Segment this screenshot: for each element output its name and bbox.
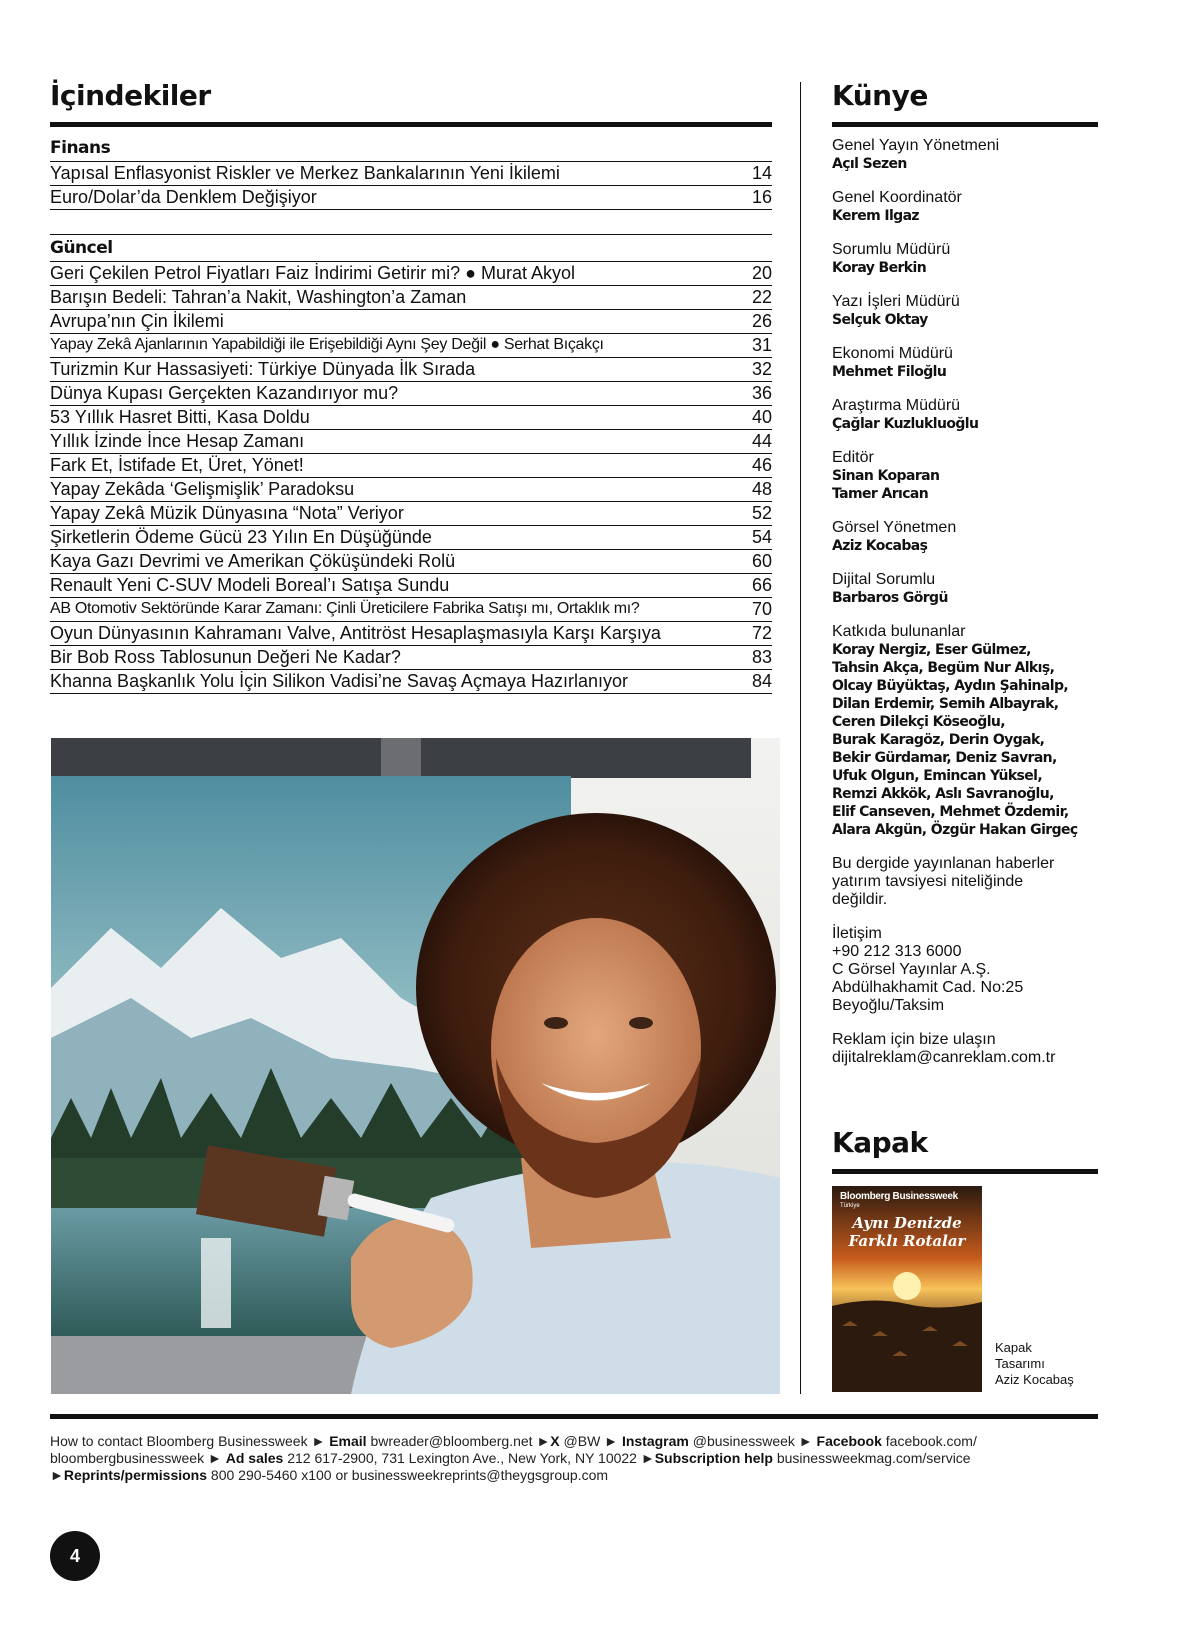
toc-entry-page: 14 <box>751 163 772 183</box>
toc-entry-page: 40 <box>751 407 772 427</box>
masthead-name: Barbaros Görgü <box>832 590 948 606</box>
masthead-name: Koray Berkin <box>832 260 927 276</box>
toc-entry-page: 84 <box>751 671 772 691</box>
toc-entry[interactable] <box>50 333 772 357</box>
toc-entry[interactable] <box>50 597 772 621</box>
section-spacer <box>50 127 772 135</box>
toc-entry-page: 52 <box>751 503 772 523</box>
toc-entry[interactable] <box>50 357 772 381</box>
toc-entry-title: Avrupa’nın Çin İkilemi <box>50 311 224 331</box>
masthead-entry <box>832 623 1098 839</box>
toc-entry-page: 31 <box>751 335 772 355</box>
toc-entry-page: 70 <box>751 599 772 619</box>
masthead-role: Ekonomi Müdürü <box>832 345 953 362</box>
toc-entry-page: 66 <box>751 575 772 595</box>
toc-entry[interactable] <box>50 405 772 429</box>
toc-entry-title: Renault Yeni C-SUV Modeli Boreal’ı Satışa Sundu <box>50 575 450 595</box>
toc-entry[interactable] <box>50 645 772 669</box>
contact-label: Email <box>329 1433 367 1449</box>
contact-line: C Görsel Yayınlar A.Ş. <box>832 961 991 978</box>
toc-entry[interactable] <box>50 573 772 597</box>
masthead-entry <box>832 571 1098 607</box>
masthead-entry <box>832 241 1098 277</box>
toc-entry[interactable] <box>50 381 772 405</box>
toc-entry-page: 60 <box>751 551 772 571</box>
cover-credit-line: Tasarımı <box>995 1356 1045 1371</box>
masthead-name: Mehmet Filoğlu <box>832 364 947 380</box>
toc-entry[interactable] <box>50 501 772 525</box>
toc-entry-page: 20 <box>751 263 772 283</box>
masthead-name: Ufuk Olgun, Emincan Yüksel, <box>832 768 1043 784</box>
cover-section <box>832 1125 1098 1174</box>
toc-section-title: Güncel <box>50 238 113 258</box>
toc-entry[interactable] <box>50 285 772 309</box>
cover-credit-line: Aziz Kocabaş <box>995 1372 1074 1387</box>
contact-text: @businessweek ► <box>688 1433 817 1449</box>
contact-line: İletişim <box>832 925 882 942</box>
toc-entry-page: 32 <box>751 359 772 379</box>
masthead-name: Burak Karagöz, Derin Oygak, <box>832 732 1045 748</box>
cover-credit <box>995 1340 1074 1388</box>
masthead-role: Genel Yayın Yönetmeni <box>832 137 1000 154</box>
column-divider <box>800 82 801 1394</box>
contact-text: 212 617-2900, 731 Lexington Ave., New York, NY 10022 ► <box>283 1450 655 1466</box>
masthead-role: Dijital Sorumlu <box>832 571 936 588</box>
toc-entry-page: 48 <box>751 479 772 499</box>
toc-entry-page: 22 <box>751 287 772 307</box>
masthead-entry <box>832 519 1098 555</box>
masthead-title-rule <box>832 122 1098 127</box>
contact-label: Ad sales <box>225 1450 284 1466</box>
toc-entry-title: Dünya Kupası Gerçekten Kazandırıyor mu? <box>50 383 399 403</box>
contact-info <box>832 925 1098 1015</box>
toc-entry-title: Yapay Zekâ Ajanlarının Yapabildiği ile Erişebildiği Aynı Şey Değil ● Serhat Bıçakçı <box>50 336 604 353</box>
contact-text: 800 290-5460 x100 or businessweekreprints@theygsgroup.com <box>207 1467 609 1483</box>
contact-text: businessweekmag.com/service ► <box>50 1450 971 1483</box>
toc-entry-title: Kaya Gazı Devrimi ve Amerikan Çöküşündeki Rolü <box>50 551 456 571</box>
masthead-role: Katkıda bulunanlar <box>832 623 966 640</box>
toc-entry-title: Yapay Zekâ Müzik Dünyasına “Nota” Veriyor <box>50 503 404 523</box>
masthead-name: Çağlar Kuzlukluoğlu <box>832 416 979 432</box>
contact-label: Subscription help <box>654 1450 773 1466</box>
toc-entry-title: Şirketlerin Ödeme Gücü 23 Yılın En Düşüğünde <box>50 527 432 547</box>
cover-headline-2: Farklı Rotalar <box>848 1232 966 1250</box>
cover-credit-line: Kapak <box>995 1340 1032 1355</box>
disclaimer-line: değildir. <box>832 891 888 908</box>
toc-entry-title: Khanna Başkanlık Yolu İçin Silikon Vadisi’ne Savaş Açmaya Hazırlanıyor <box>50 671 628 691</box>
bob-ross-photo <box>51 738 780 1394</box>
toc-entry-title: Yapay Zekâda ‘Gelişmişlik’ Paradoksu <box>50 479 355 499</box>
contact-text: How to contact Bloomberg Businessweek ► <box>50 1433 330 1449</box>
masthead-entry <box>832 397 1098 433</box>
masthead-entry <box>832 345 1098 381</box>
masthead-name: Tahsin Akça, Begüm Nur Alkış, <box>832 660 1055 676</box>
masthead-name: Aziz Kocabaş <box>832 538 928 554</box>
toc-entry-title: Bir Bob Ross Tablosunun Değeri Ne Kadar? <box>50 647 401 667</box>
ads-info <box>832 1031 1098 1067</box>
ads-line: Reklam için bize ulaşın <box>832 1031 996 1048</box>
cover-headline-1: Aynı Denizde <box>852 1214 962 1232</box>
contact-footer <box>50 1433 1098 1484</box>
masthead-name: Kerem Ilgaz <box>832 208 919 224</box>
toc-entry[interactable] <box>50 185 772 209</box>
masthead-name: Bekir Gürdamar, Deniz Savran, <box>832 750 1057 766</box>
toc-entry[interactable] <box>50 429 772 453</box>
masthead-entry <box>832 449 1098 503</box>
disclaimer <box>832 855 1098 909</box>
toc-sections <box>50 127 772 694</box>
masthead-name: Ceren Dilekçi Köseoğlu, <box>832 714 1005 730</box>
masthead-name: Sinan Koparan <box>832 468 940 484</box>
contact-text: bwreader@bloomberg.net ► <box>366 1433 551 1449</box>
page-number: 4 <box>50 1531 100 1581</box>
cover-thumbnail <box>832 1186 982 1392</box>
footer-rule <box>50 1414 1098 1419</box>
disclaimer-line: yatırım tavsiyesi niteliğinde <box>832 873 1024 890</box>
toc-title: İçindekiler <box>50 79 211 112</box>
section-gap <box>50 210 772 234</box>
masthead-name: Remzi Akkök, Aslı Savranoğlu, <box>832 786 1054 802</box>
toc-entry-page: 83 <box>751 647 772 667</box>
cover-section-title: Kapak <box>832 1126 928 1159</box>
toc-entry-title: Fark Et, İstifade Et, Üret, Yönet! <box>50 455 304 475</box>
contact-label: Instagram <box>621 1433 689 1449</box>
toc-entry-title: AB Otomotiv Sektöründe Karar Zamanı: Çinli Üreticilere Fabrika Satışı mı, Ortaklık mı? <box>50 600 640 617</box>
contact-text: @BW ► <box>559 1433 622 1449</box>
toc-entry-page: 54 <box>751 527 772 547</box>
section-bottom-rule <box>50 693 772 694</box>
masthead-entry <box>832 189 1098 225</box>
masthead-entry <box>832 293 1098 329</box>
masthead-entry <box>832 137 1098 173</box>
table-of-contents <box>50 78 772 694</box>
contact-label: Facebook <box>816 1433 882 1449</box>
masthead-name: Tamer Arıcan <box>832 486 929 502</box>
toc-entry[interactable] <box>50 477 772 501</box>
toc-entry-title: Euro/Dolar’da Denklem Değişiyor <box>50 187 317 207</box>
toc-entry-title: Geri Çekilen Petrol Fiyatları Faiz İndirimi Getirir mi? ● Murat Akyol <box>50 263 575 283</box>
toc-entry[interactable] <box>50 669 772 693</box>
masthead-name: Açıl Sezen <box>832 156 907 172</box>
toc-entry-title: Yıllık İzinde İnce Hesap Zamanı <box>50 431 305 451</box>
masthead-name: Alara Akgün, Özgür Hakan Girgeç <box>832 822 1078 838</box>
toc-entry-page: 46 <box>751 455 772 475</box>
disclaimer-line: Bu dergide yayınlanan haberler <box>832 855 1055 872</box>
masthead-title: Künye <box>832 79 928 112</box>
toc-entry[interactable] <box>50 549 772 573</box>
masthead-role: Araştırma Müdürü <box>832 397 961 414</box>
contact-line: +90 212 313 6000 <box>832 943 962 960</box>
contact-line: Abdülhakhamit Cad. No:25 <box>832 979 1024 996</box>
toc-entry-page: 16 <box>751 187 772 207</box>
toc-entry-page: 72 <box>751 623 772 643</box>
masthead-name: Elif Canseven, Mehmet Özdemir, <box>832 804 1069 820</box>
ads-line: dijitalreklam@canreklam.com.tr <box>832 1049 1056 1066</box>
cover-edition: Türkiye <box>840 1203 860 1209</box>
toc-entry-page: 44 <box>751 431 772 451</box>
contact-text: facebook.com/ bloombergbusinessweek ► <box>50 1433 977 1466</box>
contact-label: Reprints/permissions <box>63 1467 208 1483</box>
masthead-name: Selçuk Oktay <box>832 312 928 328</box>
masthead-name: Dilan Erdemir, Semih Albayrak, <box>832 696 1059 712</box>
cover-section-rule <box>832 1169 1098 1174</box>
toc-section-title: Finans <box>50 138 111 158</box>
masthead-name: Olcay Büyüktaş, Aydın Şahinalp, <box>832 678 1069 694</box>
toc-entry-page: 36 <box>751 383 772 403</box>
toc-entry[interactable] <box>50 525 772 549</box>
toc-entry-title: Yapısal Enflasyonist Riskler ve Merkez Bankalarının Yeni İkilemi <box>50 163 560 183</box>
masthead-role: Sorumlu Müdürü <box>832 241 951 258</box>
toc-entry-title: Oyun Dünyasının Kahramanı Valve, Antitröst Hesaplaşmasıyla Karşı Karşıya <box>50 623 661 643</box>
toc-entry[interactable] <box>50 261 772 285</box>
masthead-role: Genel Koordinatör <box>832 189 962 206</box>
contact-label: X <box>550 1433 560 1449</box>
toc-entry-page: 26 <box>751 311 772 331</box>
contact-line: Beyoğlu/Taksim <box>832 997 945 1014</box>
toc-entry-title: 53 Yıllık Hasret Bitti, Kasa Doldu <box>50 407 310 427</box>
toc-entry-title: Turizmin Kur Hassasiyeti: Türkiye Dünyada İlk Sırada <box>50 359 476 379</box>
masthead-name: Koray Nergiz, Eser Gülmez, <box>832 642 1031 658</box>
toc-entry[interactable] <box>50 453 772 477</box>
cover-brand: Bloomberg Businessweek <box>840 1191 958 1202</box>
masthead-roles <box>832 137 1098 839</box>
masthead <box>832 78 1098 1067</box>
toc-entry[interactable] <box>50 161 772 185</box>
toc-entry[interactable] <box>50 309 772 333</box>
masthead-role: Editör <box>832 449 874 466</box>
masthead-role: Yazı İşleri Müdürü <box>832 293 960 310</box>
masthead-role: Görsel Yönetmen <box>832 519 957 536</box>
toc-entry[interactable] <box>50 621 772 645</box>
toc-entry-title: Barışın Bedeli: Tahran’a Nakit, Washington’a Zaman <box>50 287 467 307</box>
